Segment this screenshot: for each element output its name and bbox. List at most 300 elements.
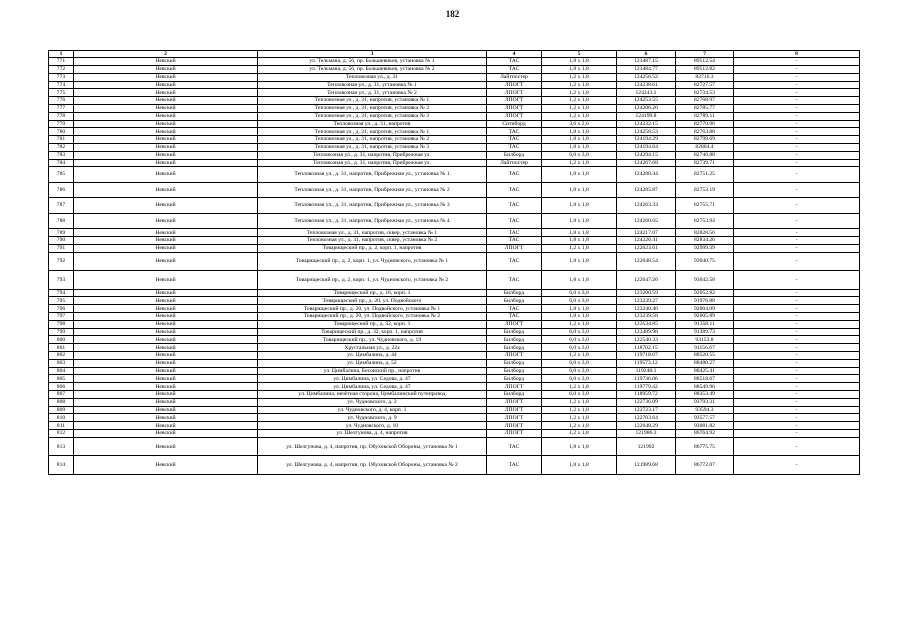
cell-district: Невский [74,375,258,383]
cell-x: 124260.65 [617,213,676,229]
cell-district: Невский [74,89,258,97]
cell-note: - [734,328,860,336]
cell-number: 785 [49,167,74,183]
cell-y: 82770.96 [676,120,734,128]
table-row [49,182,860,198]
cell-number: 811 [49,422,74,430]
table-row [49,81,860,89]
cell-size: 6,0 х 3,0 [542,151,617,159]
cell-y: 86772.07 [676,456,734,475]
cell-number: 774 [49,81,74,89]
cell-note: - [734,97,860,105]
table-row [49,244,860,252]
cell-district: Невский [74,159,258,167]
cell-type: Лайтпостер [487,159,542,167]
cell-size: 1,2 х 1,8 [542,97,617,105]
cell-type: ТАС [487,182,542,198]
cell-size: 1,2 х 1,8 [542,414,617,422]
cell-address: Тепловозная ул., д. 31, напротив, Прибрежная ул., установка № 2 [258,182,487,198]
cell-y: 82785.77 [676,104,734,112]
cell-size: 1,8 х 1,8 [542,182,617,198]
cell-district: Невский [74,391,258,399]
cell-note: - [734,58,860,66]
col-header-note: 8 [734,51,860,58]
cell-address: ул. Чудновского, д. 4, корп. 1 [258,406,487,414]
cell-x: 122736.09 [617,398,676,406]
col-header-number: 1 [49,51,74,58]
cell-size: 1,2 х 1,8 [542,89,617,97]
cell-note: - [734,128,860,136]
table-row [49,237,860,245]
table-row [49,406,860,414]
cell-size: 1,8 х 1,8 [542,229,617,237]
cell-number: 789 [49,229,74,237]
cell-number: 809 [49,406,74,414]
cell-number: 773 [49,73,74,81]
cell-address: Тепловозная ул., д. 31, напротив, установка № 2 [258,104,487,112]
cell-y: 91156.67 [676,344,734,352]
cell-y: 88549.96 [676,383,734,391]
cell-x: 122623.61 [617,244,676,252]
cell-address: ул. Цимбалина, ул. Седова, д. 47 [258,383,487,391]
col-header-y: 7 [676,51,734,58]
cell-address: Тепловозная ул., д. 31, напротив, установка № 1 [258,128,487,136]
cell-y: 93081.82 [676,422,734,430]
cell-size: 1,2 х 1,8 [542,81,617,89]
cell-address: Тепловозная ул., д. 31, напротив, установка № 1 [258,97,487,105]
cell-type: ЛПОГТ [487,81,542,89]
cell-number: 790 [49,237,74,245]
cell-type: ТАС [487,167,542,183]
table-row [49,213,860,229]
table-row [49,97,860,105]
cell-number: 805 [49,375,74,383]
cell-district: Невский [74,406,258,414]
cell-x: 124288.44 [617,167,676,183]
cell-district: Невский [74,128,258,136]
cell-note: - [734,237,860,245]
cell-type: ТАС [487,313,542,321]
cell-size: 6,0 х 3,0 [542,297,617,305]
cell-x: 124267.68 [617,159,676,167]
table-row [49,289,860,297]
cell-address: ул. Шелгунова, д. 4, напротив, пр. Обуховской Обороны, установка № 2 [258,456,487,475]
cell-size: 1,8 х 1,8 [542,271,617,290]
table-row [49,383,860,391]
table-row [49,367,860,375]
table-row [49,143,860,151]
cell-number: 804 [49,367,74,375]
cell-type: ЛПОГТ [487,97,542,105]
cell-size: 6,0 х 3,0 [542,328,617,336]
cell-district: Невский [74,112,258,120]
cell-note: - [734,344,860,352]
cell-type: Билборд [487,391,542,399]
cell-y: 88353.49 [676,391,734,399]
cell-number: 782 [49,143,74,151]
cell-number: 776 [49,97,74,105]
cell-address: Товарищеский пр., д. 20, ул. Подвойского, установка № 1 [258,305,487,313]
cell-x: 123239.58 [617,313,676,321]
cell-y: 93793.31 [676,398,734,406]
table-row [49,375,860,383]
cell-note: - [734,289,860,297]
table-row [49,252,860,271]
cell-size: 6,0 х 3,0 [542,289,617,297]
cell-district: Невский [74,344,258,352]
cell-address: Тепловозная ул., д. 31, напротив [258,120,487,128]
cell-note: - [734,414,860,422]
cell-type: Билборд [487,297,542,305]
cell-size: 1,2 х 1,8 [542,244,617,252]
cell-size: 1,2 х 1,8 [542,430,617,438]
cell-x: 124253.55 [617,97,676,105]
cell-size: 1,8 х 1,8 [542,198,617,214]
cell-number: 803 [49,359,74,367]
cell-number: 800 [49,336,74,344]
cell-district: Невский [74,136,258,144]
cell-type: ТАС [487,252,542,271]
table-row [49,297,860,305]
cell-y: 93040.75 [676,252,734,271]
cell-number: 797 [49,313,74,321]
cell-address: ул. Цимбалина, д. 52 [258,359,487,367]
cell-y: 91358.11 [676,320,734,328]
cell-x: 122648.29 [617,422,676,430]
cell-note: - [734,112,860,120]
cell-type: ЛПОГТ [487,383,542,391]
cell-type: ТАС [487,456,542,475]
cell-x: 124199.8 [617,112,676,120]
cell-district: Невский [74,120,258,128]
cell-x: 122723.17 [617,406,676,414]
cell-type: Билборд [487,359,542,367]
cell-address: Товарищеский пр., д. 16, корп. 1 [258,289,487,297]
cell-size: 6,0 х 3,0 [542,391,617,399]
cell-x: 124194.64 [617,143,676,151]
table-row [49,313,860,321]
cell-note: - [734,305,860,313]
table-row [49,89,860,97]
cell-note: - [734,213,860,229]
table-row [49,120,860,128]
table-row [49,271,860,290]
cell-district: Невский [74,58,258,66]
cell-x: 123239.27 [617,297,676,305]
cell-y: 82746.88 [676,151,734,159]
cell-y: 82834.26 [676,237,734,245]
cell-type: Билборд [487,289,542,297]
cell-y: 91389.73 [676,328,734,336]
cell-note: - [734,352,860,360]
cell-size: 6,0 х 3,0 [542,344,617,352]
cell-type: ТАС [487,237,542,245]
cell-type: Лайтпостер [487,73,542,81]
cell-x: 124232.15 [617,120,676,128]
cell-x: 119736.06 [617,375,676,383]
table-row [49,58,860,66]
cell-size: 1,8 х 1,8 [542,65,617,73]
cell-x: 121989.68 [617,456,676,475]
table-row [49,414,860,422]
table-row [49,229,860,237]
table-row [49,159,860,167]
cell-y: 82753.94 [676,213,734,229]
cell-type: ЛПОГТ [487,398,542,406]
cell-y: 82763.88 [676,128,734,136]
cell-number: 792 [49,252,74,271]
cell-y: 88518.67 [676,375,734,383]
cell-y: 93153.8 [676,336,734,344]
cell-type: ТАС [487,198,542,214]
cell-x: 122648.54 [617,252,676,271]
cell-x: 124294.15 [617,151,676,159]
cell-x: 123487.15 [617,58,676,66]
cell-number: 780 [49,128,74,136]
cell-address: Тепловозная ул., д. 31, установка № 2 [258,89,487,97]
cell-type: Ситиборд [487,120,542,128]
cell-note: - [734,271,860,290]
cell-x: 119573.12 [617,359,676,367]
cell-type: ЛПОГТ [487,244,542,252]
table-row [49,456,860,475]
cell-y: 82804.4 [676,143,734,151]
cell-size: 1,8 х 1,8 [542,313,617,321]
cell-type: Билборд [487,375,542,383]
table-row [49,151,860,159]
cell-address: Тепловозная ул., д. 31, напротив, сквер, установка № 1 [258,229,487,237]
table-row [49,422,860,430]
cell-type: ТАС [487,58,542,66]
cell-y: 82789.11 [676,112,734,120]
cell-address: Тепловозная ул., д. 31, напротив, установка № 3 [258,143,487,151]
table-row [49,437,860,456]
cell-district: Невский [74,336,258,344]
cell-note: - [734,136,860,144]
cell-address: Тепловозная ул., д. 31, установка № 1 [258,81,487,89]
cell-district: Невский [74,422,258,430]
cell-note: - [734,391,860,399]
cell-type: ТАС [487,271,542,290]
cell-number: 775 [49,89,74,97]
cell-address: Тепловозная ул., д. 31 [258,73,487,81]
cell-district: Невский [74,97,258,105]
cell-size: 1,8 х 1,8 [542,237,617,245]
table-row [49,128,860,136]
cell-type: ЛПОГТ [487,89,542,97]
table-row [49,344,860,352]
cell-address: Тепловозная ул., д. 31, напротив, Прибрежная ул., установка № 1 [258,167,487,183]
cell-district: Невский [74,104,258,112]
cell-address: Товарищеский пр., ул. Чудновского, д. 19 [258,336,487,344]
cell-x: 123484.77 [617,65,676,73]
cell-district: Невский [74,297,258,305]
cell-note: - [734,359,860,367]
cell-type: Билборд [487,336,542,344]
cell-size: 1,2 х 1,8 [542,383,617,391]
cell-number: 771 [49,58,74,66]
cell-number: 784 [49,159,74,167]
cell-district: Невский [74,398,258,406]
cell-district: Невский [74,328,258,336]
cell-note: - [734,336,860,344]
cell-size: 1,8 х 1,8 [542,252,617,271]
cell-x: 119779.42 [617,383,676,391]
cell-address: ул. Чудновского, д. 9 [258,414,487,422]
cell-number: 791 [49,244,74,252]
table-header-row [49,51,860,58]
cell-district: Невский [74,383,258,391]
cell-district: Невский [74,305,258,313]
cell-y: 93594.3 [676,406,734,414]
cell-address: ул. Цимбалина, ул. Седова, д. 47 [258,375,487,383]
cell-number: 786 [49,182,74,198]
cell-number: 796 [49,305,74,313]
col-header-size: 5 [542,51,617,58]
cell-y: 88425.41 [676,367,734,375]
cell-note: - [734,398,860,406]
cell-district: Невский [74,198,258,214]
cell-y: 88480.27 [676,359,734,367]
cell-x: 124238.61 [617,81,676,89]
cell-note: - [734,244,860,252]
cell-x: 123534.85 [617,320,676,328]
cell-size: 1,8 х 1,8 [542,167,617,183]
cell-y: 92052.82 [676,289,734,297]
cell-y: 82716.3 [676,73,734,81]
cell-district: Невский [74,81,258,89]
cell-y: 93577.57 [676,414,734,422]
cell-address: Товарищеский пр., д. 32, корп. 1 [258,320,487,328]
cell-note: - [734,383,860,391]
cell-type: Билборд [487,367,542,375]
cell-type: ТАС [487,136,542,144]
cell-x: 122647.26 [617,271,676,290]
cell-note: - [734,229,860,237]
cell-x: 122540.33 [617,336,676,344]
cell-note: - [734,375,860,383]
cell-district: Невский [74,237,258,245]
cell-address: ул. Цимбалина, нечётная сторона, Цимбалинский путепровод [258,391,487,399]
cell-note: - [734,437,860,456]
cell-address: ул. Цимбалина, Бесовский пр., напротив [258,367,487,375]
cell-x: 123200.59 [617,289,676,297]
cell-district: Невский [74,359,258,367]
cell-note: - [734,89,860,97]
cell-size: 1,8 х 1,8 [542,456,617,475]
cell-address: Хрустальная ул., д. 22а [258,344,487,352]
cell-y: 82799.69 [676,136,734,144]
cell-x: 124194.29 [617,136,676,144]
cell-district: Невский [74,143,258,151]
cell-number: 807 [49,391,74,399]
cell-address: Товарищеский пр., д. 2, корп. 1, напротив [258,244,487,252]
cell-address: Товарищеский пр., д. 2, корп. 1, ул. Чудновского, установка № 2 [258,271,487,290]
cell-number: 793 [49,271,74,290]
cell-y: 82755.71 [676,198,734,214]
table-row [49,198,860,214]
cell-y: 91976.88 [676,297,734,305]
cell-address: ул. Чудновского, д. 2 [258,398,487,406]
cell-size: 1,2 х 1,8 [542,320,617,328]
cell-district: Невский [74,313,258,321]
cell-number: 802 [49,352,74,360]
cell-y: 88520.55 [676,352,734,360]
cell-x: 119718.07 [617,352,676,360]
cell-size: 1,2 х 1,8 [542,104,617,112]
table-row [49,73,860,81]
cell-address: Товарищеский пр., д. 20, ул. Подвойского [258,297,487,305]
cell-note: - [734,422,860,430]
cell-size: 1,2 х 1,8 [542,112,617,120]
table-row [49,359,860,367]
page-number: 182 [445,9,460,19]
cell-address: Тепловозная ул., д. 31, напротив, установка № 2 [258,136,487,144]
cell-number: 778 [49,112,74,120]
cell-y: 92999.39 [676,244,734,252]
cell-district: Невский [74,320,258,328]
cell-district: Невский [74,229,258,237]
cell-district: Невский [74,414,258,422]
cell-type: ЛПОГТ [487,414,542,422]
cell-type: Билборд [487,344,542,352]
cell-size: 1,2 х 1,8 [542,73,617,81]
cell-size: 1,2 х 1,8 [542,398,617,406]
cell-x: 124258.53 [617,128,676,136]
table-row [49,104,860,112]
cell-y: 82734.53 [676,89,734,97]
cell-size: 6,0 х 3,0 [542,367,617,375]
cell-note: - [734,313,860,321]
cell-district: Невский [74,367,258,375]
cell-x: 118959.72 [617,391,676,399]
cell-x: 121986.3 [617,430,676,438]
cell-district: Невский [74,151,258,159]
cell-number: 781 [49,136,74,144]
col-header-type: 4 [487,51,542,58]
cell-x: 123240.46 [617,305,676,313]
cell-number: 794 [49,289,74,297]
cell-address: Товарищеский пр., д. 32, корп. 1, напротив [258,328,487,336]
cell-number: 787 [49,198,74,214]
cell-note: - [734,167,860,183]
cell-note: - [734,159,860,167]
table-row [49,136,860,144]
cell-number: 813 [49,437,74,456]
cell-district: Невский [74,182,258,198]
table-row [49,112,860,120]
cell-type: ТАС [487,128,542,136]
col-header-district: 2 [74,51,258,58]
cell-type: ТАС [487,305,542,313]
cell-district: Невский [74,456,258,475]
col-header-address: 3 [258,51,487,58]
cell-note: - [734,430,860,438]
cell-type: Билборд [487,328,542,336]
table-row [49,167,860,183]
cell-x: 124256.52 [617,73,676,81]
cell-note: - [734,406,860,414]
cell-size: 1,2 х 1,8 [542,352,617,360]
cell-note: - [734,198,860,214]
cell-address: ул. Шелгунова, д. 4, напротив, пр. Обуховской Обороны, установка № 1 [258,437,487,456]
cell-district: Невский [74,430,258,438]
cell-address: ул. Тельмана, д. 56, пр. Большевиков, установка № 2 [258,65,487,73]
cell-y: 86764.92 [676,430,734,438]
table-row [49,305,860,313]
table-row [49,430,860,438]
cell-district: Невский [74,352,258,360]
